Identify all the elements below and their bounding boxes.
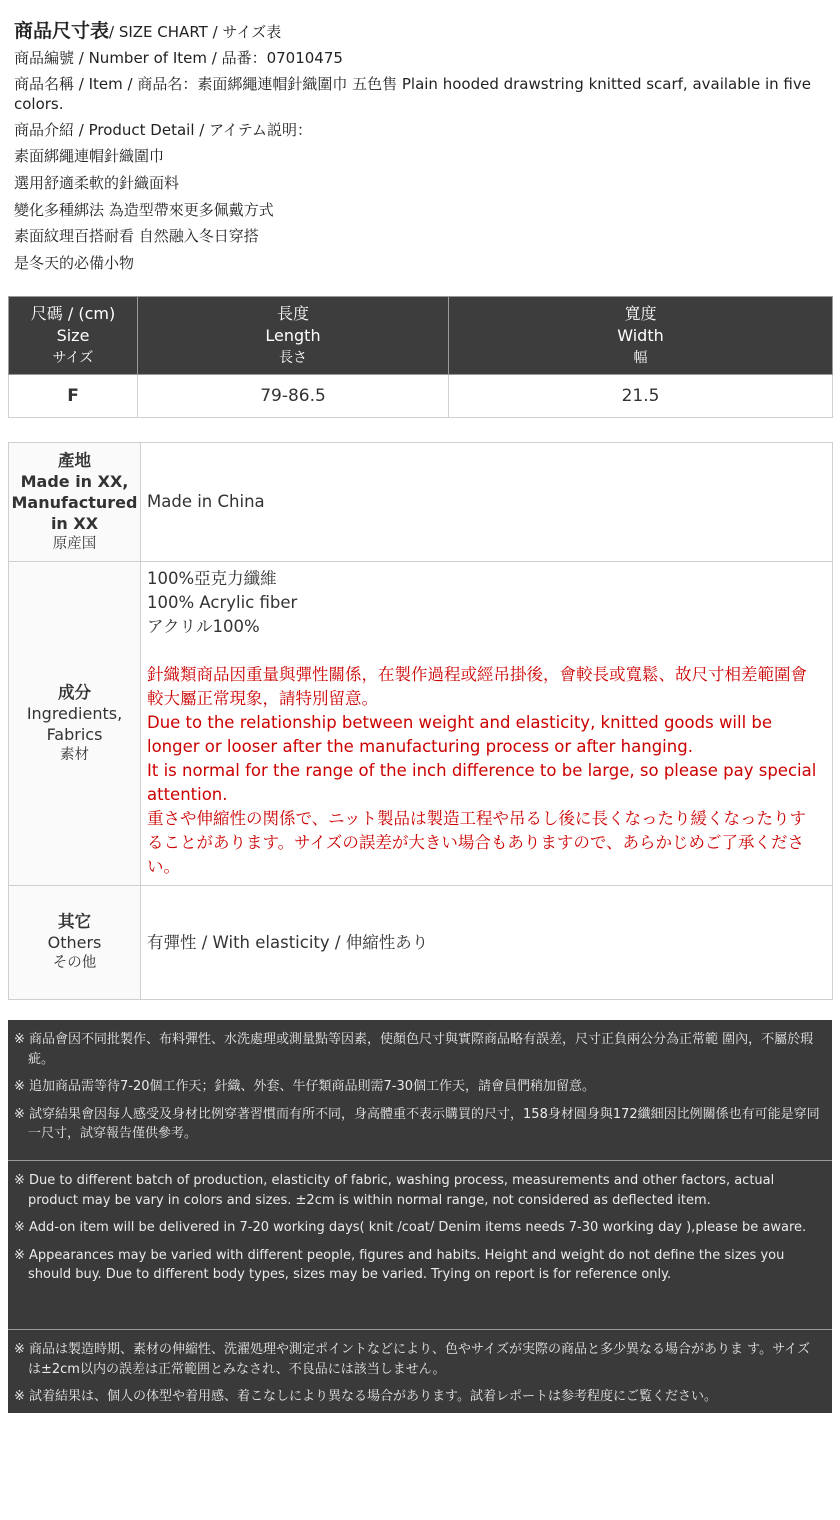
notes-jp bbox=[8, 1330, 832, 1407]
others-label-jp: その他 bbox=[52, 955, 97, 971]
note-zh: ※ 試穿結果會因每人感受及身材比例穿著習慣而有所不同，身高體重不表示購買的尺寸，158身材圓身與172纖細因比例關係也有可能是穿同一尺寸，試穿報告僅供參考。 bbox=[14, 1106, 820, 1141]
knit-warning-jp: 重さや伸縮性の関係で、ニット製品は製造工程や吊るし後に長くなったり緩くなったりすることがあります。サイズの誤差が大きい場合もありますので、あらかじめご了承ください。 bbox=[147, 809, 807, 876]
detail-line: 變化多種綁法 為造型帶來更多佩戴方式 bbox=[14, 200, 274, 219]
origin-label-zh: 產地 bbox=[58, 450, 91, 470]
item-name: 商品名稱 / Item / 商品名：素面綁繩連帽針織圍巾 五色售 Plain hooded drawstring knitted scarf, available in five colors. bbox=[14, 75, 811, 113]
origin-value: Made in China bbox=[141, 443, 833, 562]
origin-label bbox=[9, 443, 141, 562]
origin-row bbox=[9, 443, 833, 562]
product-detail-label: 商品介紹 / Product Detail / アイテム説明： bbox=[14, 121, 312, 139]
others-value: 有彈性 / With elasticity / 伸縮性あり bbox=[141, 886, 833, 1000]
ingredient-line: アクリル100% bbox=[147, 617, 260, 636]
size-cell: F bbox=[9, 375, 138, 418]
size-table-header-row bbox=[9, 297, 833, 375]
origin-label-en: Made in XX, Manufactured in XX bbox=[11, 471, 138, 533]
ingredients-value bbox=[141, 562, 833, 886]
product-info-table bbox=[8, 442, 833, 1000]
note-jp: ※ 試着結果は、個人の体型や着用感、着こなしにより異なる場合があります。試着レポートは参考程度にご覧ください。 bbox=[14, 1389, 717, 1404]
detail-line: 素面紋理百搭耐看 自然融入冬日穿搭 bbox=[14, 227, 259, 246]
detail-line: 選用舒適柔軟的針織面料 bbox=[14, 173, 180, 192]
note-zh: ※ 追加商品需等待7-20個工作天；針織、外套、牛仔類商品則需7-30個工作天，請會員們稍加留意。 bbox=[14, 1079, 596, 1094]
ingredients-label-jp: 素材 bbox=[60, 746, 89, 763]
ingredients-label-en: Ingredients, Fabrics bbox=[26, 703, 123, 744]
note-en: ※ Appearances may be varied with different people, figures and habits. Height and weight do not define the sizes you should buy. Due to different body types, sizes may be varied. Trying on report is for reference only. bbox=[14, 1247, 785, 1282]
size-table bbox=[8, 296, 833, 418]
detail-line: 素面綁繩連帽針織圍巾 bbox=[14, 147, 165, 165]
width-cell: 21.5 bbox=[449, 375, 833, 418]
header-size-jp: サイズ bbox=[52, 349, 94, 366]
ingredient-line: 100% Acrylic fiber bbox=[147, 593, 298, 612]
header-width bbox=[449, 297, 833, 375]
header-width-en: Width bbox=[617, 325, 664, 345]
note-zh: ※ 商品會因不同批製作、布料彈性、水洗處理或測量點等因素，使顏色尺寸與實際商品略有誤差，尺寸正負兩公分為正常範 圍內，不屬於瑕疵。 bbox=[14, 1032, 814, 1067]
header-size bbox=[9, 297, 138, 375]
ingredients-label-zh: 成分 bbox=[58, 682, 91, 702]
note-jp: ※ 商品は製造時期、素材の伸縮性、洗濯処理や測定ポイントなどにより、色やサイズが実際の商品と多少異なる場合がありま す。サイズは±2cm以内の誤差は正常範囲とみなされ、不良品には該当しません。 bbox=[14, 1342, 811, 1377]
note-en: ※ Due to different batch of production, elasticity of fabric, washing process, measurements and other factors, actual product may be vary in colors and sizes. ±2cm is within normal range, not considered as deflected item. bbox=[14, 1173, 775, 1208]
header-length-en: Length bbox=[265, 325, 321, 345]
header-width-zh: 寬度 bbox=[624, 303, 657, 323]
others-label bbox=[9, 886, 141, 1000]
others-label-zh: 其它 bbox=[58, 912, 91, 931]
length-cell: 79-86.5 bbox=[138, 375, 449, 418]
knit-warning-en: Due to the relationship between weight and elasticity, knitted goods will be longer or looser after the manufacturing process or after hanging. bbox=[147, 713, 773, 756]
knit-warning-en-2: It is normal for the range of the inch difference to be large, so please pay special attention. bbox=[147, 761, 817, 804]
header-length bbox=[138, 297, 449, 375]
ingredients-label bbox=[9, 562, 141, 886]
origin-label-jp: 原産国 bbox=[52, 535, 97, 552]
note-en: ※ Add-on item will be delivered in 7-20 working days( knit /coat/ Denim items needs 7-30 working day ),please be aware. bbox=[14, 1220, 807, 1235]
notes-en bbox=[8, 1161, 832, 1329]
title-main: 商品尺寸表 bbox=[14, 20, 110, 42]
knit-warning-zh: 針織類商品因重量與彈性關係，在製作過程或經吊掛後，會較長或寬鬆、故尺寸相差範圍會較大屬正常現象，請特別留意。 bbox=[147, 665, 807, 708]
ingredients-row bbox=[9, 562, 833, 886]
notes-panel bbox=[8, 1020, 832, 1413]
header-size-zh: 尺碼 / (cm) bbox=[30, 303, 116, 323]
others-row bbox=[9, 886, 833, 1000]
item-number: 商品編號 / Number of Item / 品番：07010475 bbox=[14, 49, 343, 67]
header-size-en: Size bbox=[56, 325, 90, 345]
size-chart-title bbox=[14, 18, 829, 45]
notes-zh bbox=[8, 1020, 832, 1160]
header-length-jp: 長さ bbox=[279, 349, 307, 366]
table-row bbox=[9, 375, 833, 418]
others-label-en: Others bbox=[47, 933, 102, 952]
header-width-jp: 幅 bbox=[633, 349, 648, 366]
product-header bbox=[14, 18, 829, 277]
ingredient-line: 100%亞克力纖維 bbox=[147, 569, 277, 588]
detail-line: 是冬天的必備小物 bbox=[14, 254, 135, 273]
title-sub: / SIZE CHART / サイズ表 bbox=[109, 23, 282, 41]
header-length-zh: 長度 bbox=[276, 303, 309, 323]
